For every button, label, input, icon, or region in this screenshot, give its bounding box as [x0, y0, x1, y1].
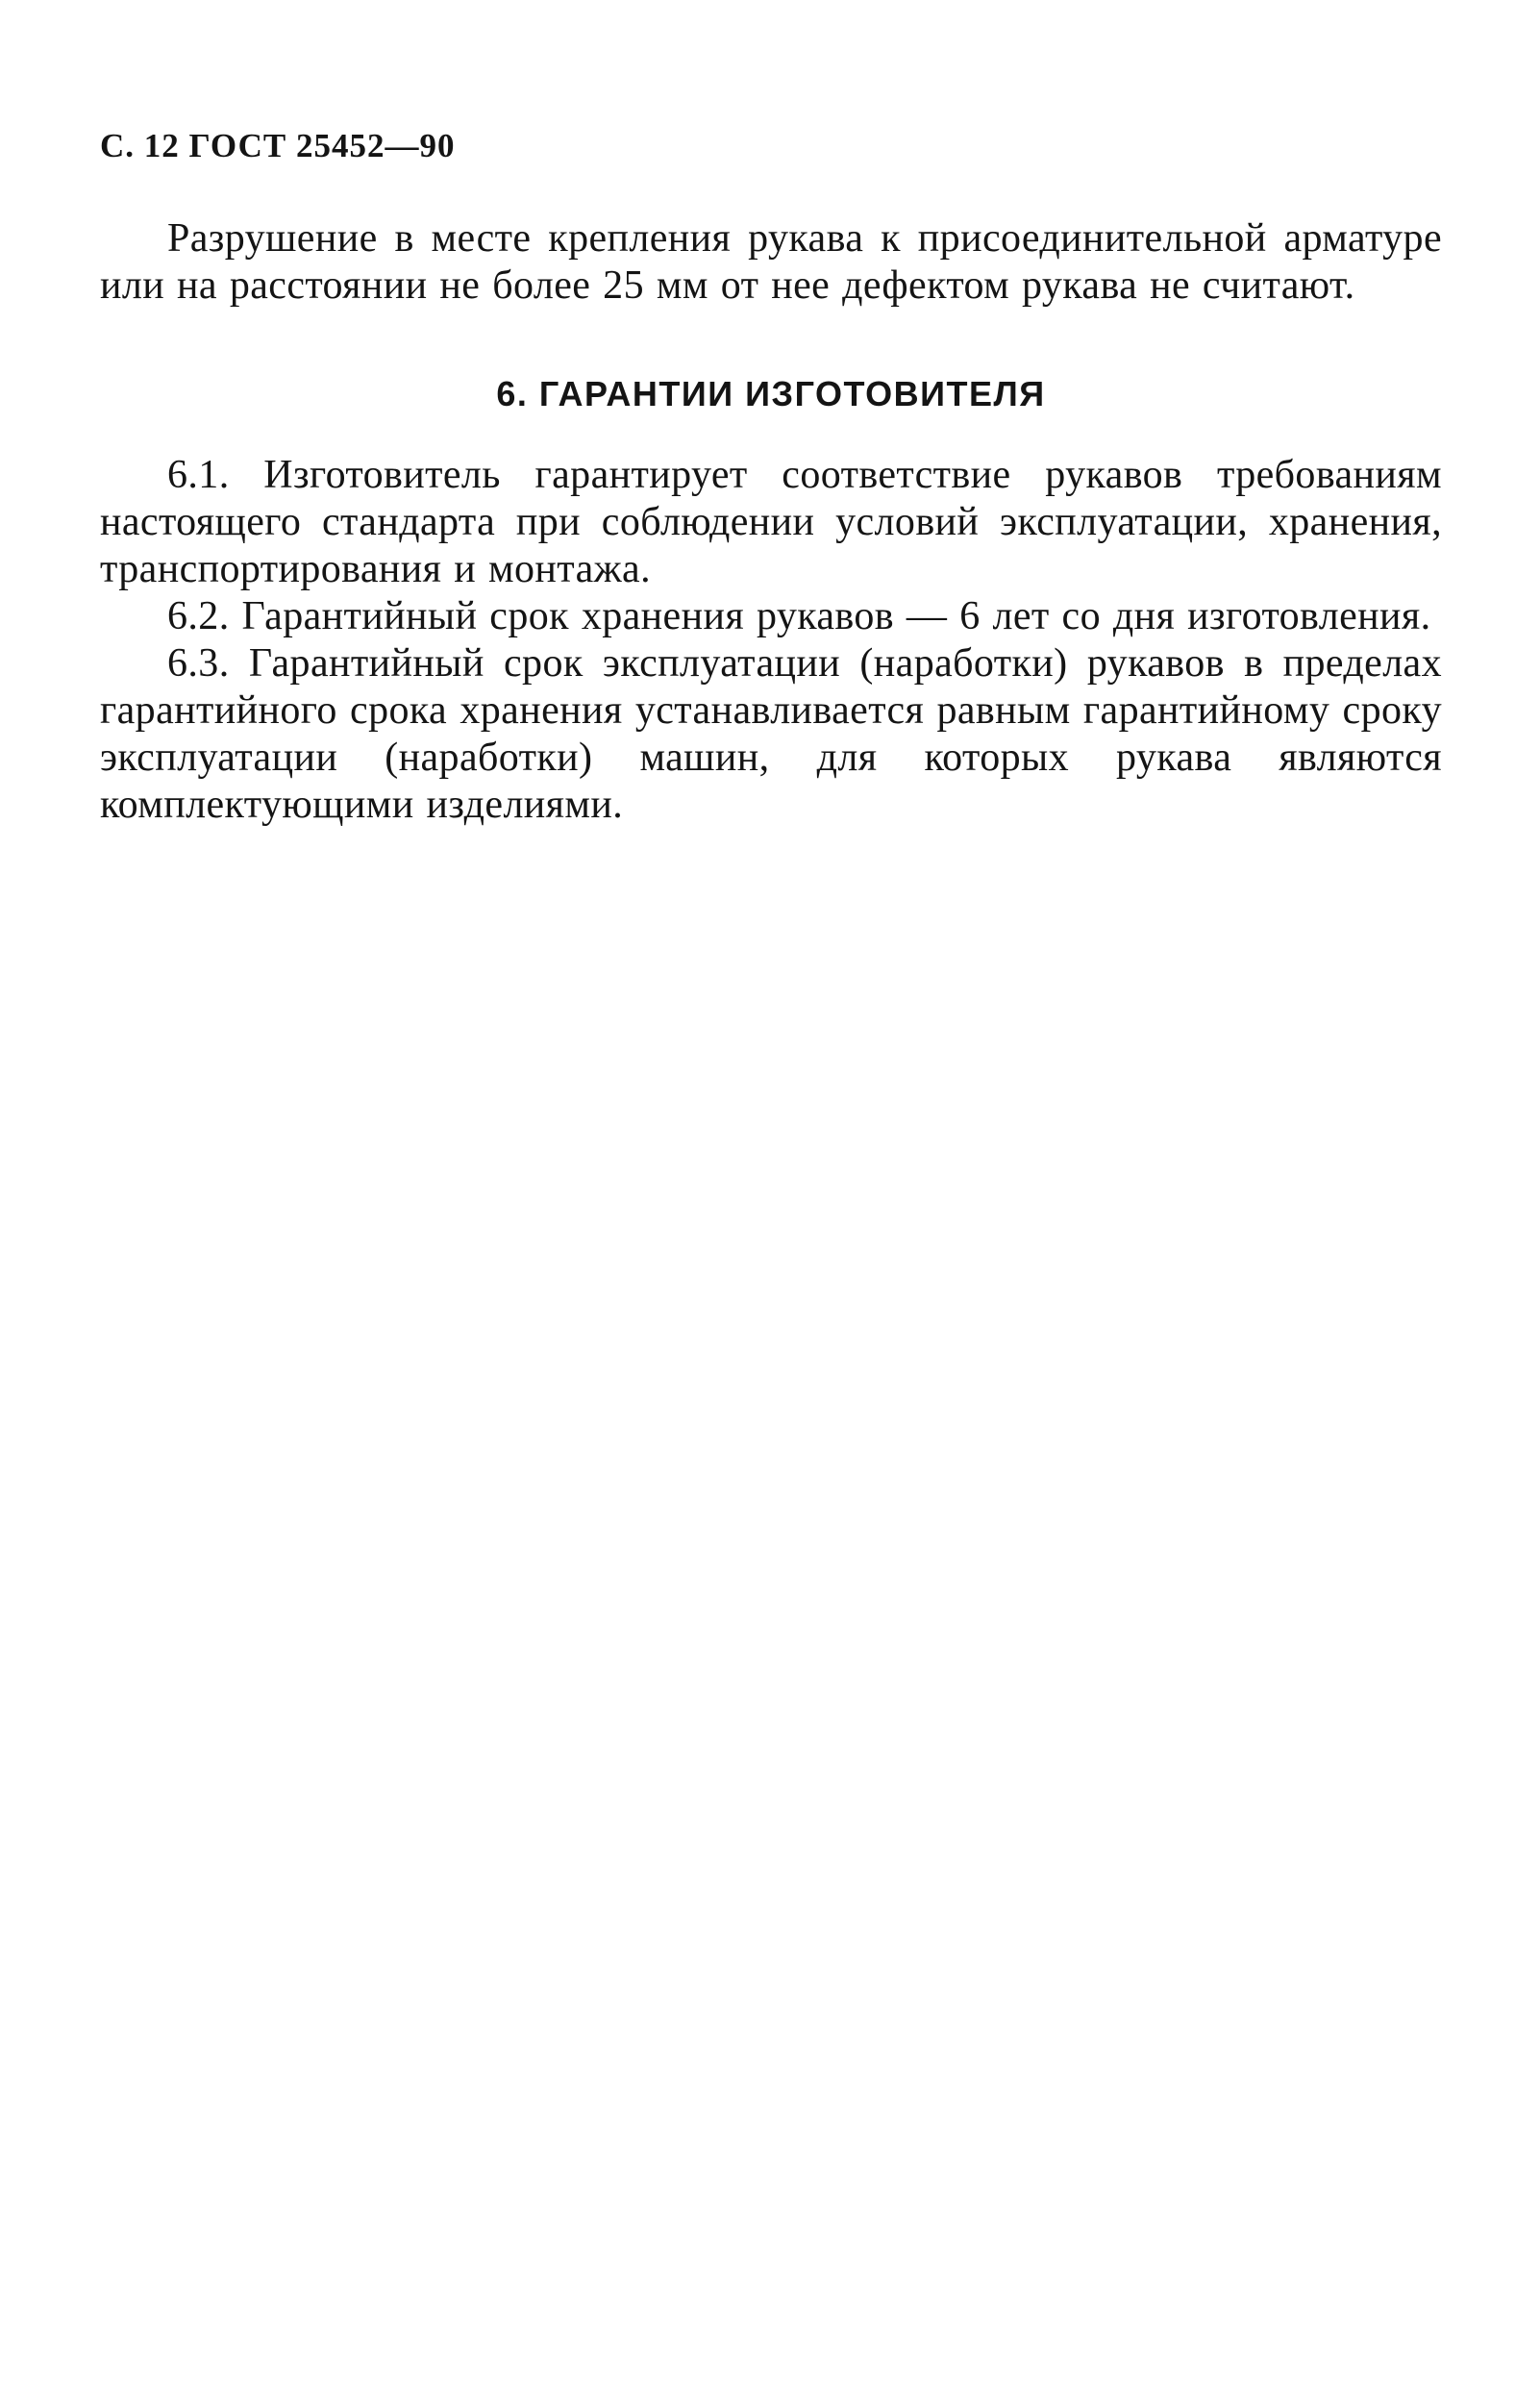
- clause-6-3: [100, 640, 1442, 829]
- document-body: [100, 215, 1442, 829]
- clause-6-1: [100, 452, 1442, 593]
- clause-text: Гарантийный срок хранения рукавов — 6 лет со дня изготовления.: [241, 594, 1431, 638]
- clause-number: 6.3.: [167, 641, 230, 686]
- clause-text: Изготовитель гарантирует соответствие рукавов требованиям настоящего стандарта при соблюдении условий эксплуатации, хранения, транспортирования и монтажа.: [100, 453, 1442, 591]
- clause-number: 6.2.: [167, 594, 230, 638]
- intro-paragraph: Разрушение в месте крепления рукава к присоединительной арматуре или на расстоянии не более 25 мм от нее дефектом рукава не считают.: [100, 216, 1442, 308]
- page-header: С. 12 ГОСТ 25452—90: [100, 127, 456, 164]
- section-title: 6. ГАРАНТИИ ИЗГОТОВИТЕЛЯ: [496, 374, 1046, 413]
- clause-number: 6.1.: [167, 453, 230, 497]
- clause-6-2: [100, 593, 1442, 640]
- clause-text: Гарантийный срок эксплуатации (наработки) рукавов в пределах гарантийного срока хранения устанавливается равным гарантийному сроку эксплуатации (наработки) машин, для которых рукава являются комплектующими изделиями.: [100, 641, 1442, 827]
- clause-list: [100, 452, 1442, 829]
